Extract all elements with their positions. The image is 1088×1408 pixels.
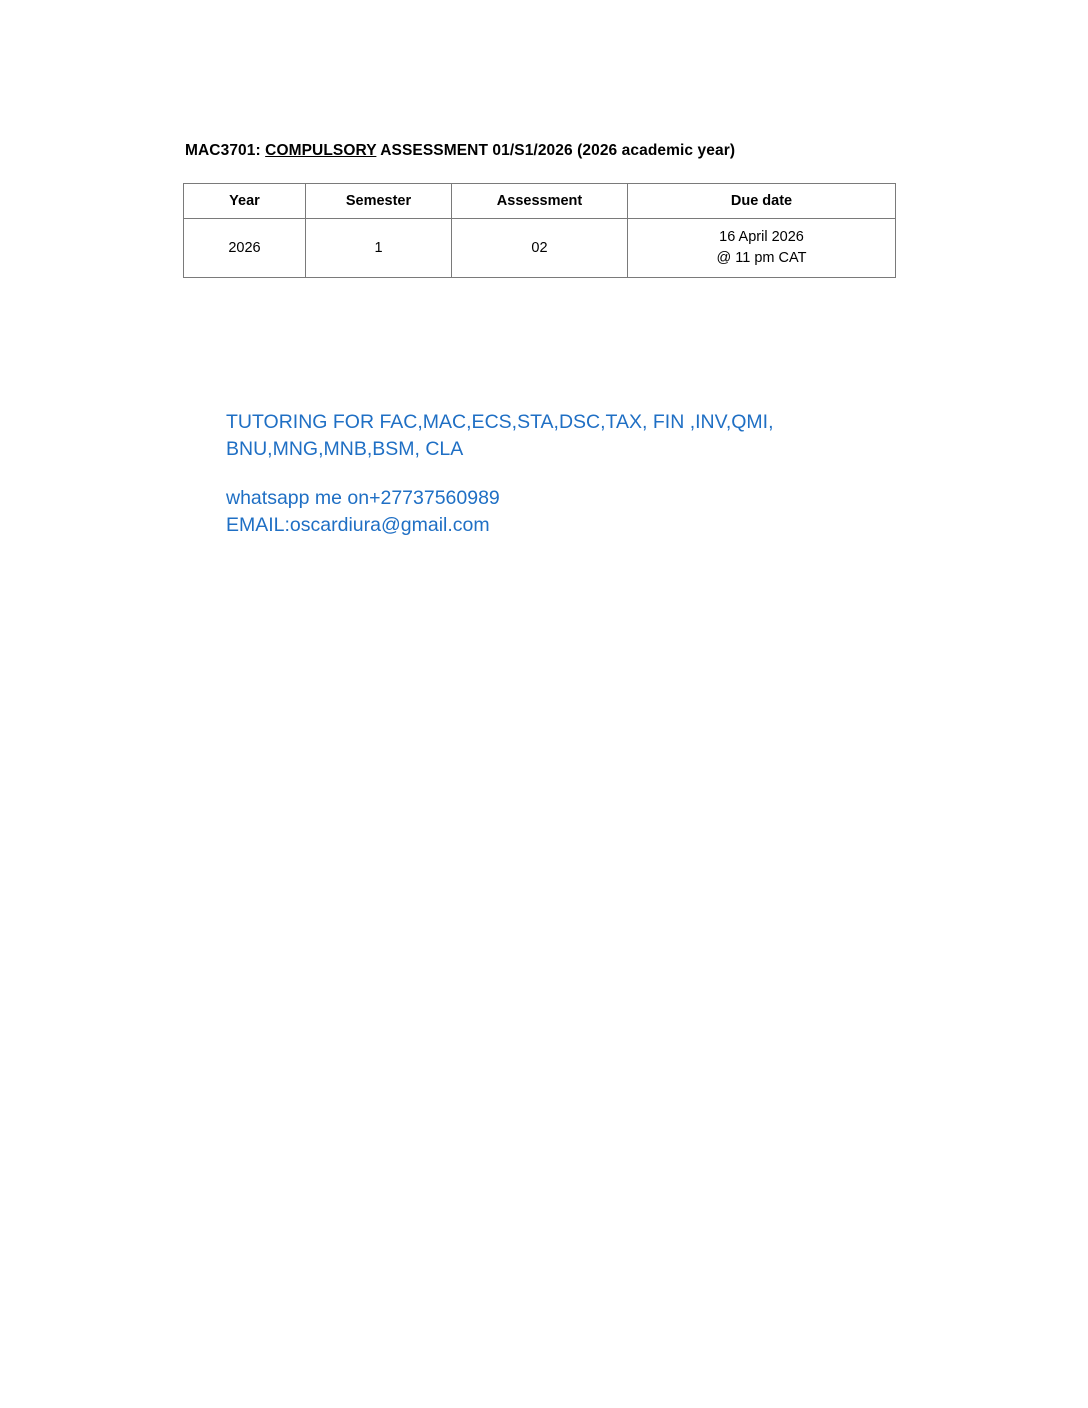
email-contact: EMAIL:oscardiura@gmail.com — [226, 514, 490, 537]
tutoring-contact — [226, 485, 956, 540]
cell-due-date-line2: @ 11 pm CAT — [716, 250, 807, 266]
cell-year: 2026 — [184, 219, 306, 278]
column-header-year: Year — [184, 184, 306, 219]
cell-due-date-line1: 16 April 2026 — [719, 228, 804, 245]
tutoring-headline: TUTORING FOR FAC,MAC,ECS,STA,DSC,TAX, FIN ,INV,QMI, BNU,MNG,MNB,BSM, CLA — [226, 411, 774, 460]
table-body — [184, 219, 896, 278]
cell-due-date — [628, 219, 896, 278]
column-header-assessment: Assessment — [452, 184, 628, 219]
column-header-semester: Semester — [306, 184, 452, 219]
page-title-prefix: MAC3701: — [185, 142, 266, 159]
page-title — [185, 142, 735, 160]
page-title-emphasis: COMPULSORY — [265, 142, 377, 159]
table-row — [184, 219, 896, 278]
cell-semester: 1 — [306, 219, 452, 278]
whatsapp-contact: whatsapp me on+27737560989 — [226, 486, 500, 509]
table-header — [184, 184, 896, 219]
column-header-due-date: Due date — [628, 184, 896, 219]
cell-assessment: 02 — [452, 219, 628, 278]
table-header-row — [184, 184, 896, 219]
tutoring-advert — [226, 409, 956, 539]
page-title-suffix: ASSESSMENT 01/S1/2026 (2026 academic year) — [376, 142, 736, 159]
assessment-table — [183, 183, 896, 278]
